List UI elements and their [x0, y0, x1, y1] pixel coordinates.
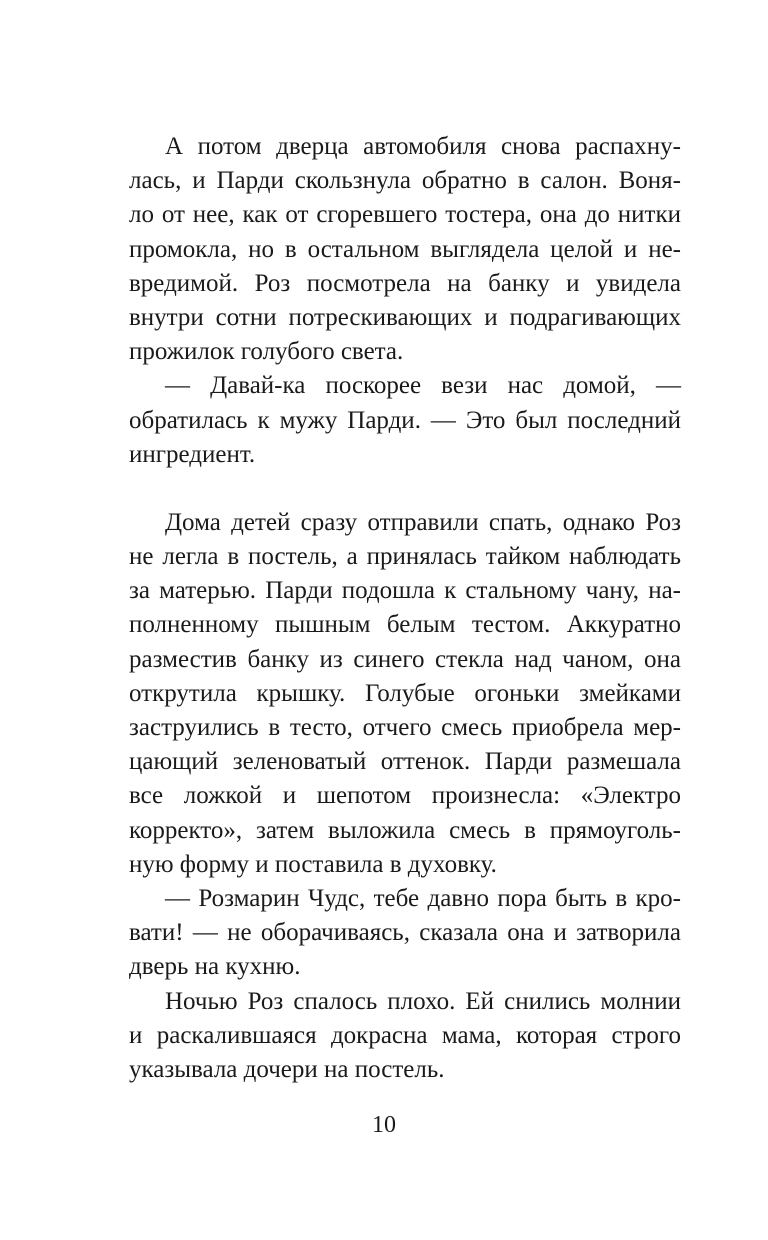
text-line: все ложкой и шепотом произнесла: «Электро — [129, 782, 681, 810]
text-line: вати! — не оборачиваясь, сказала она и затворила — [129, 919, 681, 947]
text-line: лась, и Парди скользнула обратно в салон. Воня- — [129, 167, 681, 195]
text-line: — Розмарин Чудс, тебе давно пора быть в кро- — [165, 884, 681, 912]
page-body — [129, 130, 681, 1087]
text-line: А потом дверца автомобиля снова распахну- — [165, 133, 681, 160]
text-line: обратилась к мужу Парди. — Это был последний — [129, 406, 681, 434]
text-line: указывала дочери на постель. — [129, 1055, 445, 1083]
text-line: за матерью. Парди подошла к стальному чану, на- — [129, 577, 681, 605]
text-line: не легла в постель, а принялась тайком наблюдать — [129, 543, 681, 571]
text-line: разместив банку из синего стекла над чаном, она — [129, 645, 681, 673]
paragraph — [129, 985, 681, 1088]
section-break — [129, 472, 681, 506]
text-line: дверь на кухню. — [129, 953, 301, 981]
text-line: ло от нее, как от сгоревшего тостера, она до нитки — [129, 201, 681, 229]
text-line: внутри сотни потрескивающих и подрагивающих — [129, 303, 681, 331]
page-number: 10 — [372, 1112, 396, 1138]
text-line: — Давай-ка поскорее вези нас домой, — — [165, 372, 681, 400]
text-line: полненному пышным белым тестом. Аккуратно — [129, 611, 681, 639]
text-line: Ночью Роз спалось плохо. Ей снились молнии — [165, 987, 681, 1015]
dialogue-paragraph — [129, 369, 681, 472]
paragraph — [129, 506, 681, 882]
text-line: ингредиент. — [129, 440, 256, 468]
text-line: прожилок голубого света. — [129, 338, 404, 366]
text-line: и раскалившаяся докрасна мама, которая строго — [129, 1021, 681, 1049]
text-line: цающий зеленоватый оттенок. Парди размешала — [129, 748, 681, 776]
text-line: заструились в тесто, отчего смесь приобрела мер- — [129, 714, 681, 741]
dialogue-paragraph — [129, 882, 681, 985]
text-line: открутила крышку. Голубые огоньки змейками — [129, 679, 681, 707]
text-line: ную форму и поставила в духовку. — [129, 850, 497, 878]
text-line: корректо», затем выложила смесь в прямоуголь- — [129, 816, 681, 844]
text-line: вредимой. Роз посмотрела на банку и увидела — [129, 269, 681, 297]
text-line: Дома детей сразу отправили спать, однако Роз — [165, 508, 681, 536]
paragraph — [129, 130, 681, 369]
text-line: промокла, но в остальном выглядела целой и не- — [129, 235, 681, 263]
